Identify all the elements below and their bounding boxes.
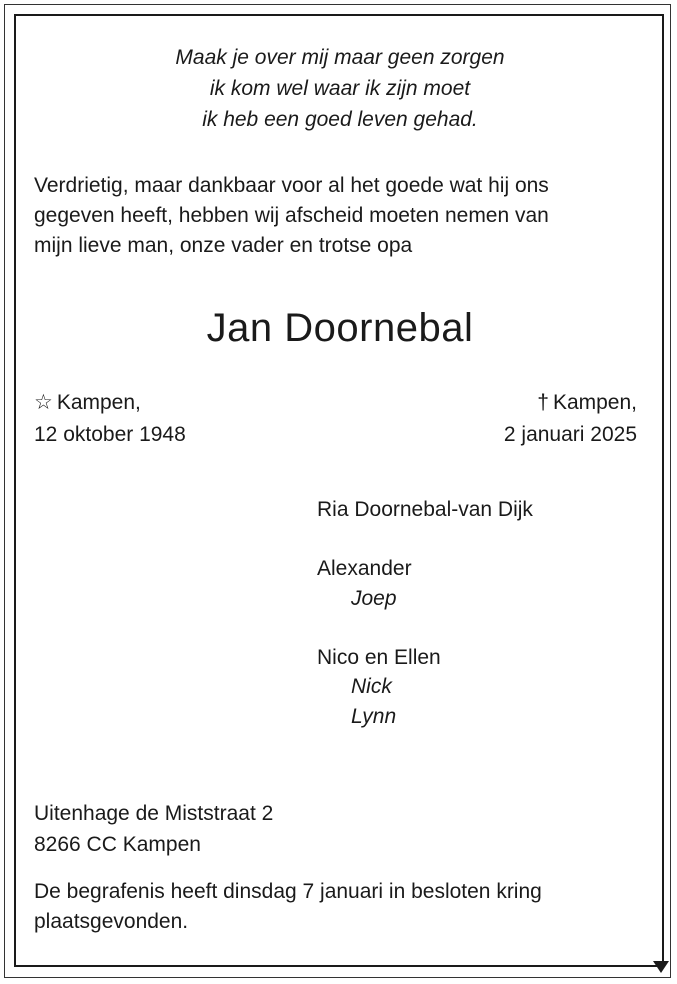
poem-line: ik kom wel waar ik zijn moet (209, 77, 471, 100)
child-name: Nico en Ellen (317, 645, 441, 669)
star-icon: ☆ (34, 391, 53, 414)
death-date: 2 januari 2025 (503, 423, 637, 446)
deceased-name: Jan Doornebal (206, 306, 474, 350)
child-name: Alexander (317, 557, 412, 580)
spouse-name: Ria Doornebal-van Dijk (317, 498, 533, 521)
poem-line: ik heb een goed leven gehad. (202, 108, 478, 131)
funeral-note (34, 877, 542, 937)
death-place: Kampen, (552, 391, 637, 414)
funeral-note-line: plaatsgevonden. (34, 910, 189, 933)
poem-line: Maak je over mij maar geen zorgen (175, 46, 505, 69)
funeral-note-line: De begrafenis heeft dinsdag 7 januari in besloten kring (34, 880, 542, 903)
cross-icon: † (537, 391, 549, 414)
intro-text (34, 171, 644, 261)
intro-line: gegeven heeft, hebben wij afscheid moeten nemen van (34, 204, 549, 227)
address (34, 798, 273, 860)
birth-info (34, 387, 186, 451)
death-info (504, 387, 637, 451)
poem (40, 42, 640, 135)
birth-date: 12 oktober 1948 (34, 423, 186, 446)
intro-line: Verdrietig, maar dankbaar voor al het goede wat hij ons (34, 174, 549, 197)
family-list (317, 495, 533, 731)
arrow-down-icon[interactable] (653, 961, 669, 973)
address-street: Uitenhage de Miststraat 2 (34, 802, 274, 825)
grandchild-name: Joep (351, 586, 397, 610)
grandchild-name: Lynn (351, 704, 397, 728)
grandchild-name: Nick (351, 675, 392, 698)
intro-line: mijn lieve man, onze vader en trotse opa (34, 234, 413, 257)
address-postal-city: 8266 CC Kampen (34, 833, 201, 856)
birth-place: Kampen, (56, 391, 141, 414)
